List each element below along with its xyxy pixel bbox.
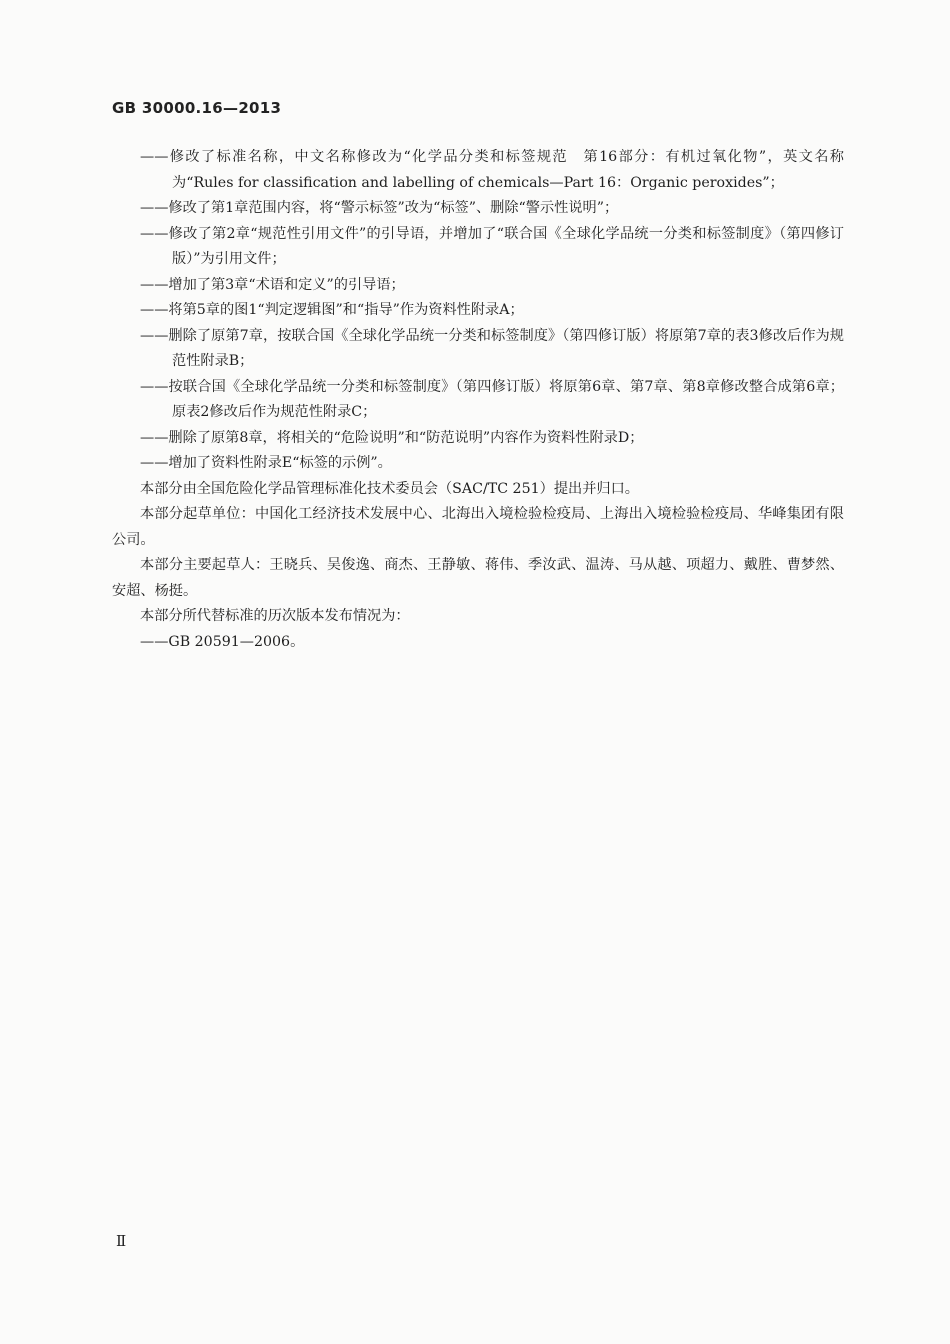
change-item-annex-e: ——增加了资料性附录E“标签的示例”。	[140, 455, 392, 471]
change-item-chapter-6: ——按联合国《全球化学品统一分类和标签制度》（第四修订版）将原第6章、第7章、第8章修改整合成第6章；原表2修改后作为规范性附录C；	[140, 378, 844, 420]
page-number: Ⅱ	[116, 1232, 127, 1250]
standard-code: GB 30000.16—2013	[112, 99, 282, 117]
history-item: ——GB 20591—2006。	[140, 633, 305, 650]
change-item-title: ——修改了标准名称，中文名称修改为“化学品分类和标签规范 第16部分：有机过氧化物”，英文名称为“Rules for classification and labelling of chemicals—Part 16：Organic peroxides”；	[140, 149, 844, 191]
change-item-annex-b: ——删除了原第7章，按联合国《全球化学品统一分类和标签制度》（第四修订版）将原第7章的表3修改后作为规范性附录B；	[140, 327, 844, 369]
drafters-paragraph: 本部分主要起草人：王晓兵、吴俊逸、商杰、王静敏、蒋伟、季汝武、温涛、马从越、项超力、戴胜、曹梦然、安超、杨挺。	[112, 557, 844, 599]
foreword-content	[112, 145, 844, 655]
proposer-paragraph: 本部分由全国危险化学品管理标准化技术委员会（SAC/TC 251）提出并归口。	[140, 480, 639, 497]
history-intro-paragraph: 本部分所代替标准的历次版本发布情况为：	[140, 608, 410, 624]
change-item-terms: ——增加了第3章“术语和定义”的引导语；	[140, 276, 405, 293]
change-item-references: ——修改了第2章“规范性引用文件”的引导语，并增加了“联合国《全球化学品统一分类和标签制度》（第四修订版）”为引用文件；	[140, 225, 844, 267]
change-item-scope: ——修改了第1章范围内容，将“警示标签”改为“标签”、删除“警示性说明”；	[140, 200, 619, 216]
drafting-units-paragraph: 本部分起草单位：中国化工经济技术发展中心、北海出入境检验检疫局、上海出入境检验检疫局、华峰集团有限公司。	[112, 506, 844, 548]
change-item-annex-d: ——删除了原第8章，将相关的“危险说明”和“防范说明”内容作为资料性附录D；	[140, 429, 644, 446]
change-item-annex-a: ——将第5章的图1“判定逻辑图”和“指导”作为资料性附录A；	[140, 302, 524, 318]
